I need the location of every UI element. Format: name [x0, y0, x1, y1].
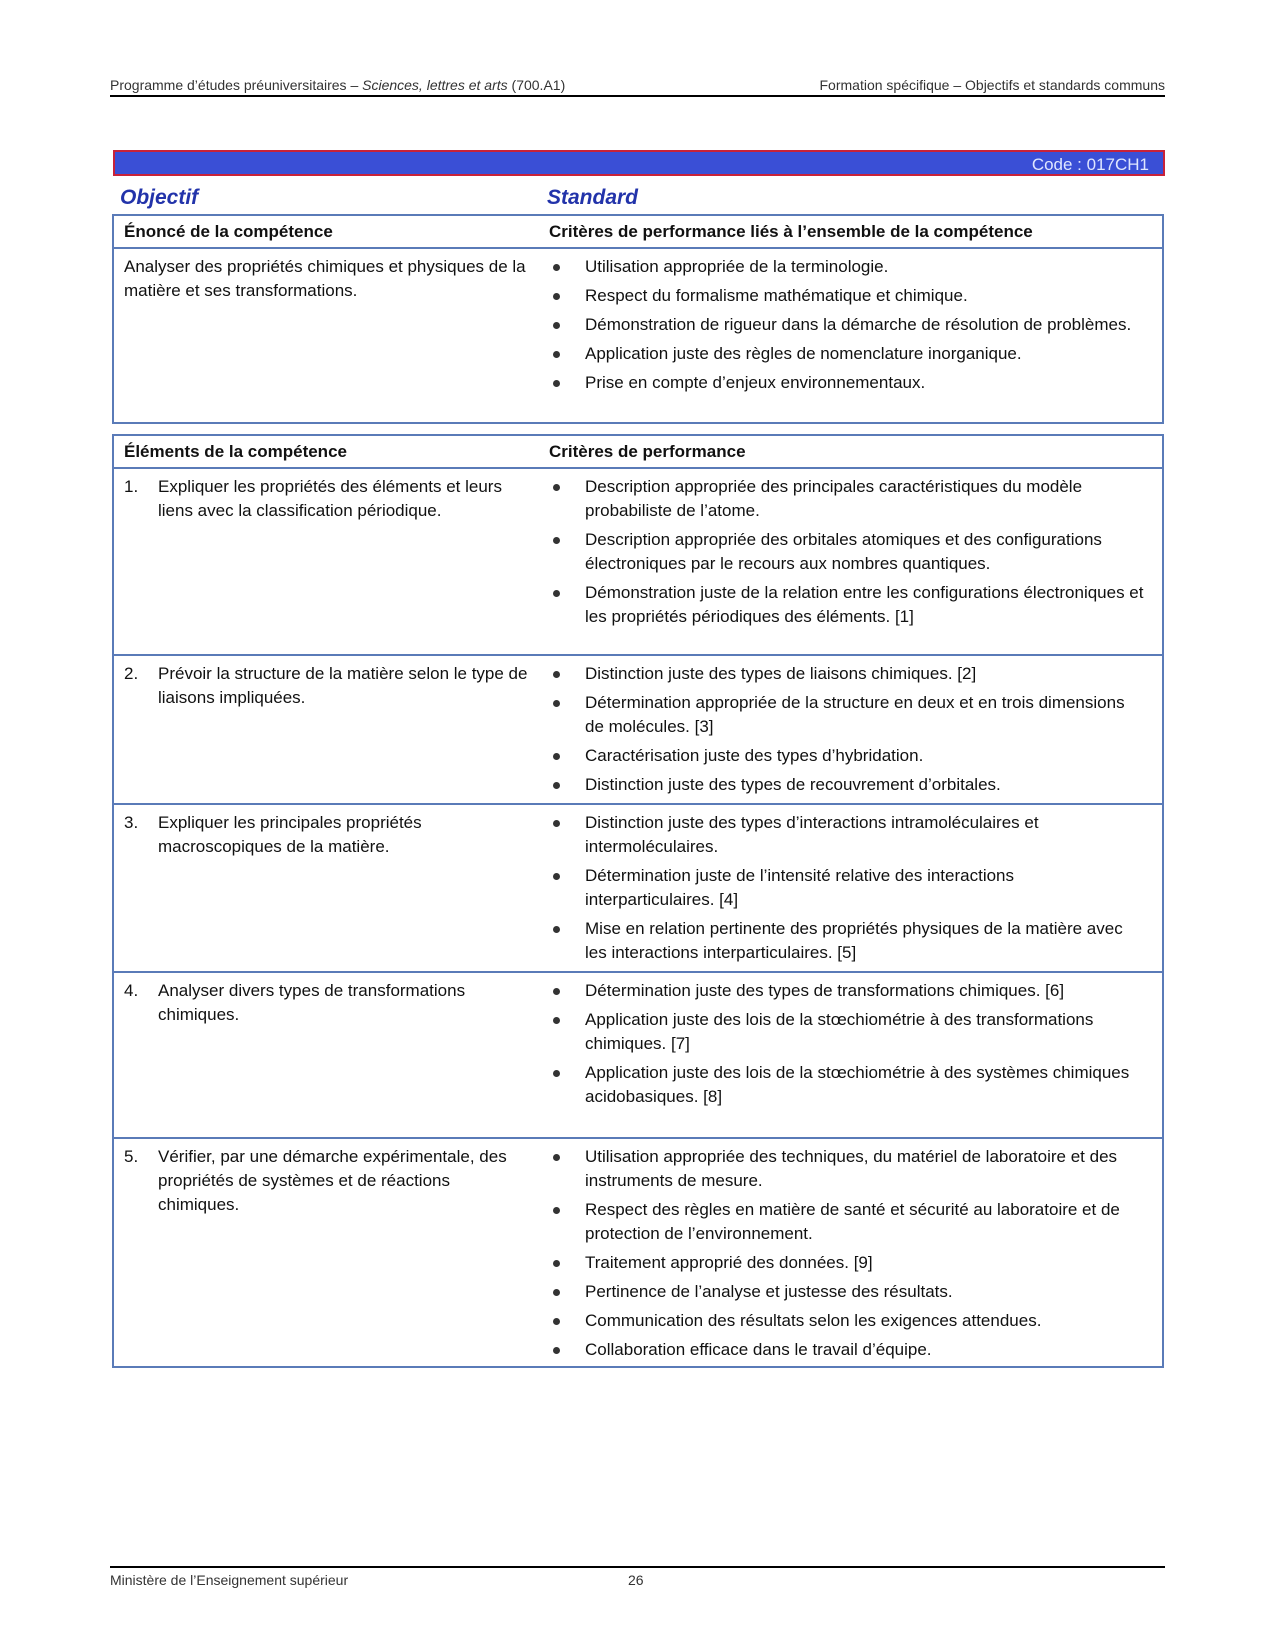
criterion: Utilisation appropriée des techniques, du matériel de laboratoire et des instruments de mesure.: [549, 1145, 1144, 1193]
criterion: Démonstration de rigueur dans la démarche de résolution de problèmes.: [549, 313, 1144, 337]
elements-box: [112, 434, 1164, 1368]
course-code: Code : 017CH1: [1031, 155, 1149, 174]
element-row: [114, 1139, 1162, 1369]
page-footer: [110, 1566, 1165, 1588]
standard-title: Standard: [547, 186, 639, 209]
code-bar: [113, 150, 1165, 176]
criterion: Distinction juste des types de liaisons chimiques. [2]: [549, 662, 1144, 686]
criterion: Communication des résultats selon les exigences attendues.: [549, 1309, 1144, 1333]
criterion: Description appropriée des orbitales atomiques et des configurations électroniques par le recours aux nombres quantiques.: [549, 528, 1144, 576]
element-text: 2. Prévoir la structure de la matière selon le type de liaisons impliquées.: [124, 664, 528, 707]
criterion: Pertinence de l’analyse et justesse des résultats.: [549, 1280, 1144, 1304]
header-program-italic: Sciences, lettres et arts: [362, 77, 508, 93]
criterion: Distinction juste des types de recouvrement d’orbitales.: [549, 773, 1144, 797]
element-row: [114, 805, 1162, 973]
header-section: Formation spécifique – Objectifs et standards communs: [819, 77, 1165, 93]
element-text: 4. Analyser divers types de transformations chimiques.: [124, 981, 466, 1024]
element-text: 5. Vérifier, par une démarche expérimentale, des propriétés de systèmes et de réactions chimiques.: [124, 1147, 507, 1214]
element-row: [114, 973, 1162, 1139]
competence-box: [112, 214, 1164, 424]
criterion: Distinction juste des types d’interactions intramoléculaires et intermoléculaires.: [549, 811, 1144, 859]
competence-statement-header: Énoncé de la compétence: [124, 222, 333, 241]
competence-statement: Analyser des propriétés chimiques et physiques de la matière et ses transformations.: [124, 257, 526, 300]
elements-left-header: Éléments de la compétence: [124, 442, 347, 461]
criterion: Prise en compte d’enjeux environnementaux.: [549, 371, 1144, 395]
elements-right-header: Critères de performance: [549, 442, 746, 461]
criterion: Description appropriée des principales caractéristiques du modèle probabiliste de l’atome.: [549, 475, 1144, 523]
criterion: Démonstration juste de la relation entre les configurations électroniques et les propriétés périodiques des éléments. [1]: [549, 581, 1144, 629]
competence-header: [114, 216, 1162, 249]
element-number: 1.: [124, 477, 139, 496]
page-number: 26: [628, 1572, 644, 1588]
element-criteria-list: [549, 979, 1144, 1114]
element-row: [114, 656, 1162, 805]
criterion: Traitement approprié des données. [9]: [549, 1251, 1144, 1275]
criterion: Caractérisation juste des types d’hybridation.: [549, 744, 1144, 768]
element-text: 3. Expliquer les principales propriétés macroscopiques de la matière.: [124, 813, 422, 856]
criterion: Utilisation appropriée de la terminologie.: [549, 255, 1144, 279]
criterion: Application juste des lois de la stœchiométrie à des systèmes chimiques acidobasiques. [8]: [549, 1061, 1144, 1109]
criterion: Détermination appropriée de la structure en deux et en trois dimensions de molécules. [3]: [549, 691, 1144, 739]
header-program: Programme d’études préuniversitaires – Sciences, lettres et arts (700.A1): [110, 77, 566, 93]
competence-criteria-header: Critères de performance liés à l’ensemble de la compétence: [549, 222, 1033, 241]
criterion: Respect des règles en matière de santé et sécurité au laboratoire et de protection de l’environnement.: [549, 1198, 1144, 1246]
elements-header: [114, 436, 1162, 469]
element-criteria-list: [549, 475, 1144, 634]
element-criteria-list: [549, 1145, 1144, 1367]
criterion: Mise en relation pertinente des propriétés physiques de la matière avec les interactions interparticulaires. [5]: [549, 917, 1144, 965]
criterion: Application juste des lois de la stœchiométrie à des transformations chimiques. [7]: [549, 1008, 1144, 1056]
page-header: [110, 77, 1165, 97]
objective-title: Objectif: [120, 186, 199, 209]
competence-row: [114, 249, 1162, 424]
element-number: 4.: [124, 981, 139, 1000]
element-criteria-list: [549, 811, 1144, 970]
element-criteria-list: [549, 662, 1144, 802]
competence-criteria-list: [549, 255, 1144, 400]
criterion: Application juste des règles de nomenclature inorganique.: [549, 342, 1144, 366]
criterion: Respect du formalisme mathématique et chimique.: [549, 284, 1144, 308]
criterion: Collaboration efficace dans le travail d’équipe.: [549, 1338, 1144, 1362]
footer-ministry: Ministère de l’Enseignement supérieur: [110, 1572, 349, 1588]
element-text: 1. Expliquer les propriétés des éléments et leurs liens avec la classification périodique.: [124, 477, 502, 520]
criterion: Détermination juste de l’intensité relative des interactions interparticulaires. [4]: [549, 864, 1144, 912]
criterion: Détermination juste des types de transformations chimiques. [6]: [549, 979, 1144, 1003]
element-number: 3.: [124, 813, 139, 832]
element-row: [114, 469, 1162, 656]
element-number: 5.: [124, 1147, 139, 1166]
element-number: 2.: [124, 664, 139, 683]
